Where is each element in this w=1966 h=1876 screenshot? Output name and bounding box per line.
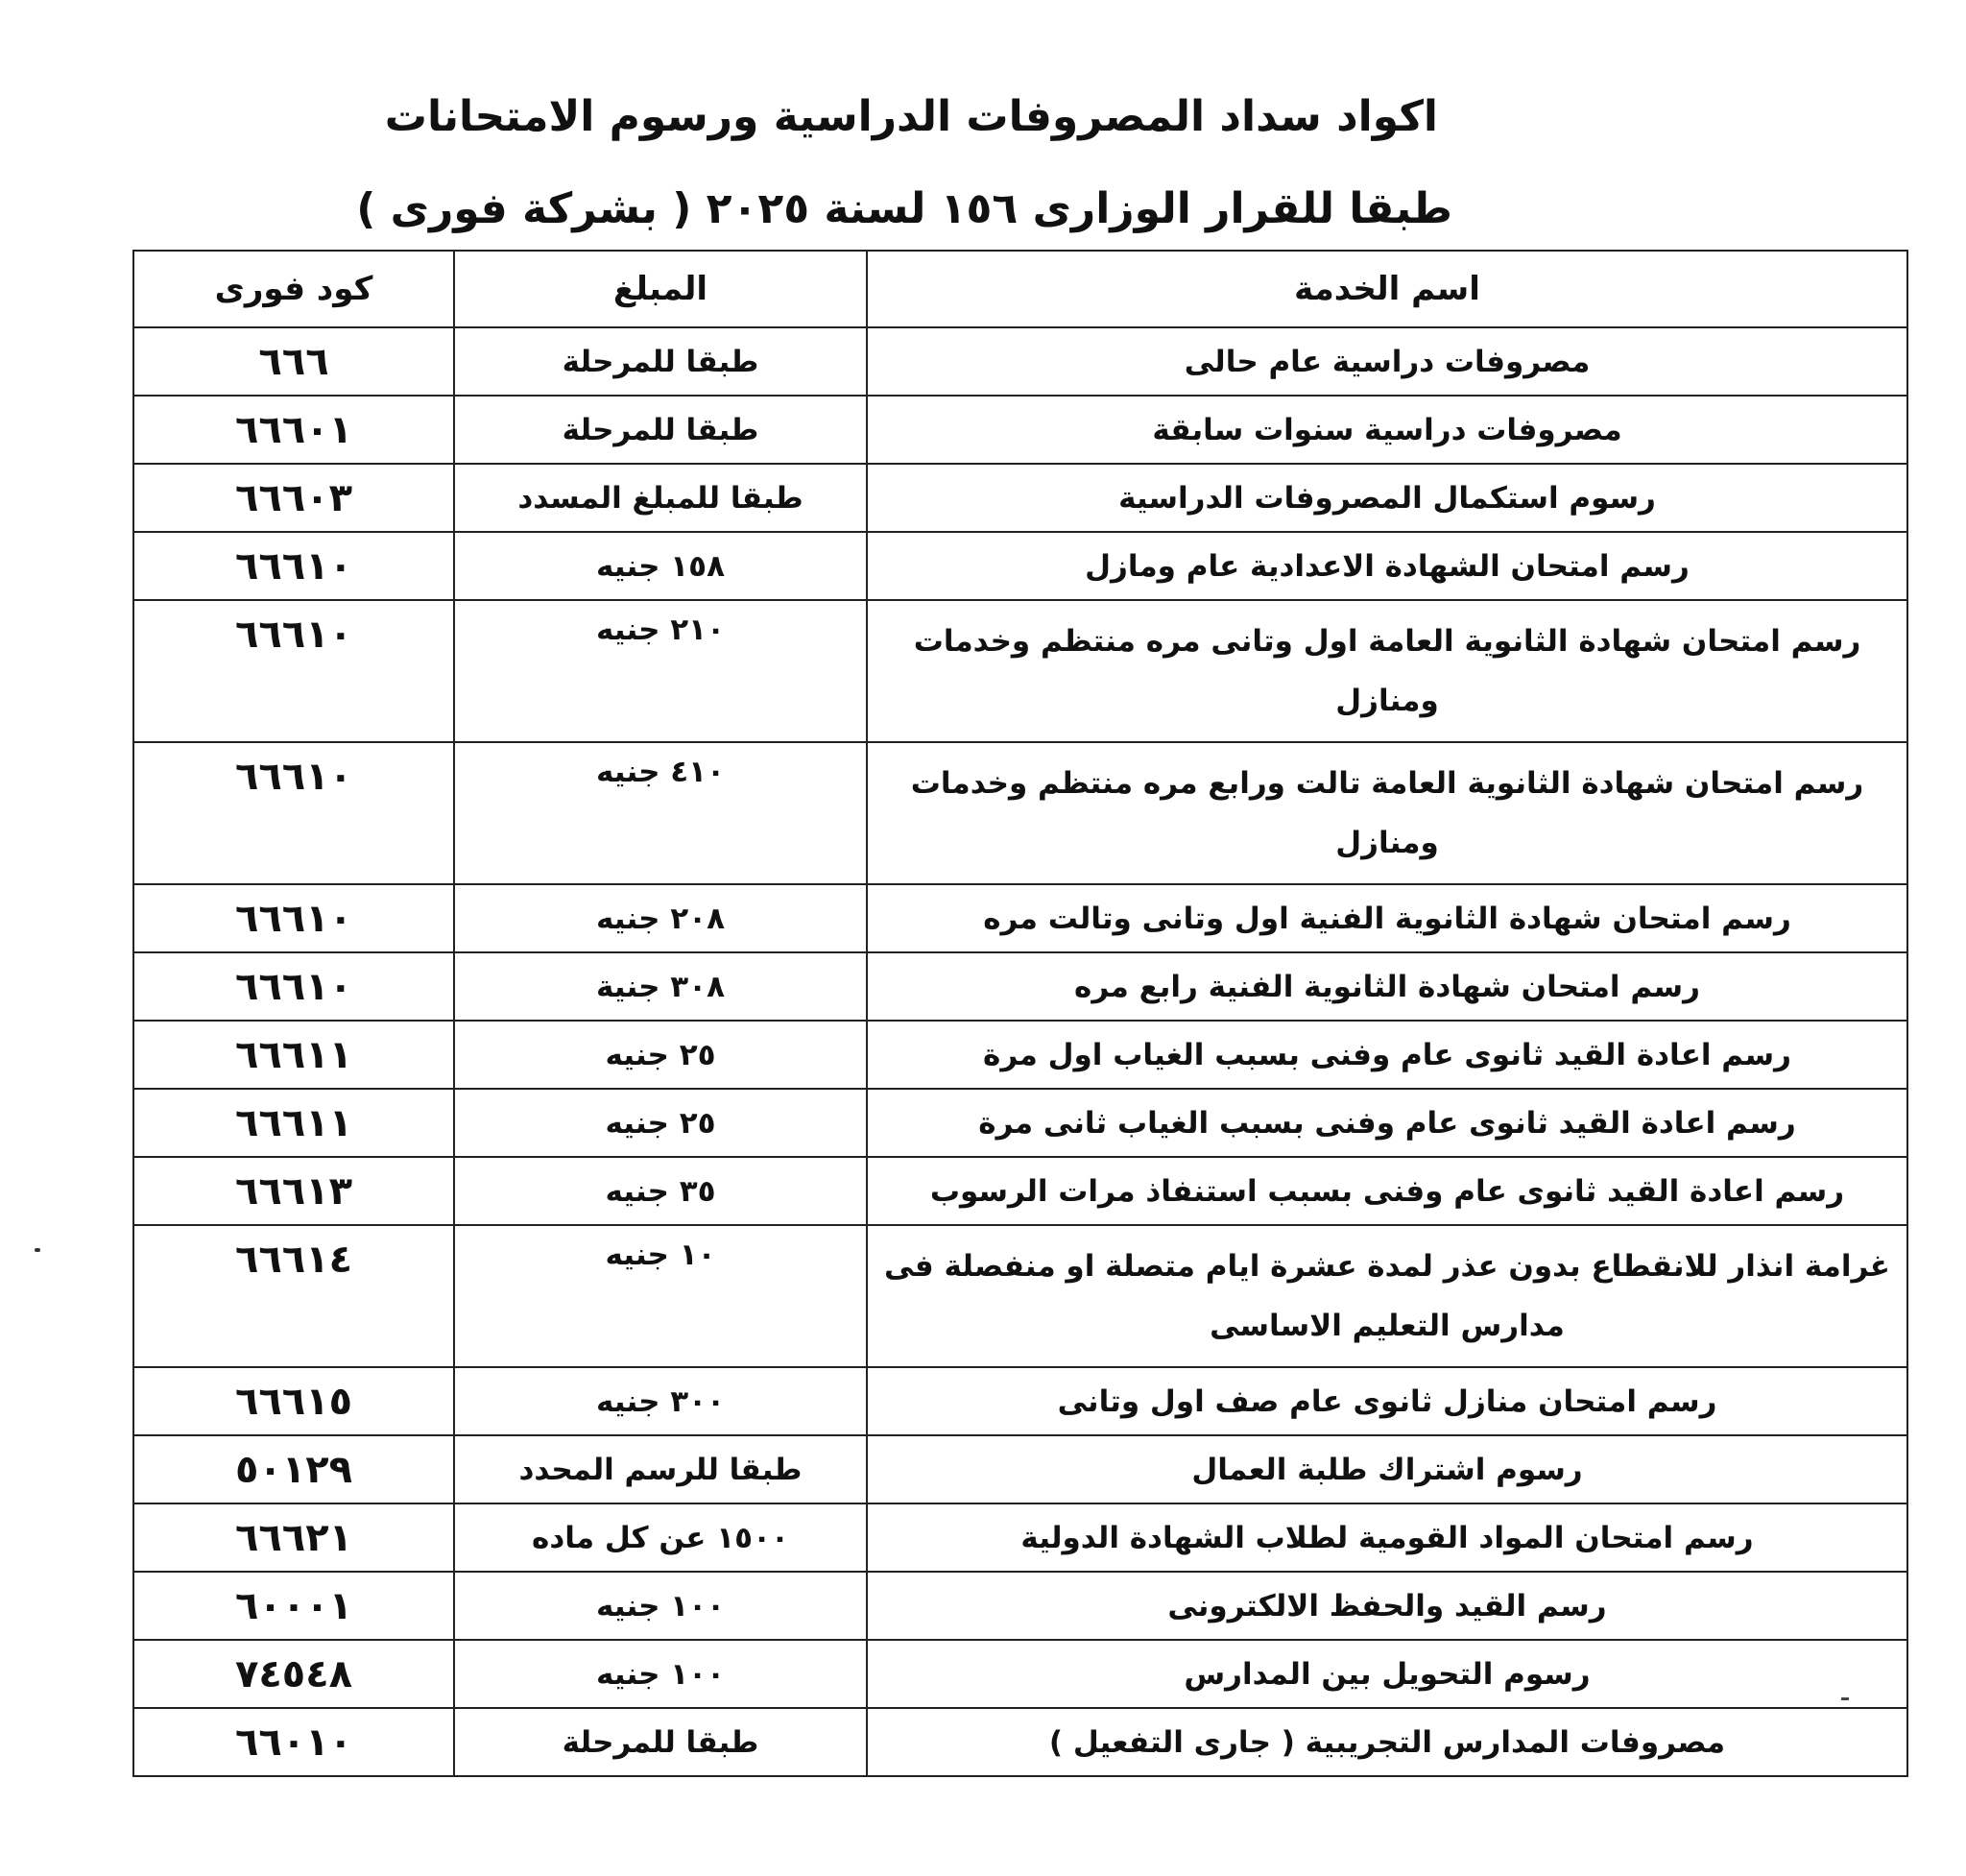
table-header-row bbox=[133, 251, 1907, 327]
amount-cell: ١٠٠ جنيه bbox=[454, 1640, 867, 1708]
table-row bbox=[133, 396, 1907, 464]
code-cell: ٦٦٦١٠ bbox=[133, 600, 454, 742]
table-row bbox=[133, 600, 1907, 742]
fawry-codes-table bbox=[132, 250, 1908, 1777]
amount-cell: ٢٥ جنيه bbox=[454, 1089, 867, 1157]
service-cell: رسم امتحان شهادة الثانوية العامة تالت ورابع مره منتظم وخدمات ومنازل bbox=[867, 742, 1907, 884]
code-cell: ٦٦٦١٥ bbox=[133, 1367, 454, 1435]
service-cell: رسوم استكمال المصروفات الدراسية bbox=[867, 464, 1907, 532]
service-cell: رسم القيد والحفظ الالكترونى bbox=[867, 1572, 1907, 1640]
table-row bbox=[133, 742, 1907, 884]
service-cell: غرامة انذار للانقطاع بدون عذر لمدة عشرة ايام متصلة او منفصلة فى مدارس التعليم الاساسى bbox=[867, 1225, 1907, 1367]
code-cell: ٦٠٠٠١ bbox=[133, 1572, 454, 1640]
table-row bbox=[133, 884, 1907, 952]
table-row bbox=[133, 1089, 1907, 1157]
amount-cell: ٢١٠ جنيه bbox=[454, 600, 867, 742]
code-cell: ٦٦٦١١ bbox=[133, 1021, 454, 1089]
amount-cell: طبقا للمرحلة bbox=[454, 396, 867, 464]
table-row bbox=[133, 1640, 1907, 1708]
code-cell: ٦٦٦١٤ bbox=[133, 1225, 454, 1367]
service-cell: رسم اعادة القيد ثانوى عام وفنى بسبب الغياب اول مرة bbox=[867, 1021, 1907, 1089]
service-cell: رسم اعادة القيد ثانوى عام وفنى بسبب الغياب ثانى مرة bbox=[867, 1089, 1907, 1157]
amount-cell: ١٥٠٠ عن كل ماده bbox=[454, 1503, 867, 1572]
service-cell: مصروفات دراسية عام حالى bbox=[867, 327, 1907, 396]
table-row bbox=[133, 1708, 1907, 1776]
table-row bbox=[133, 1157, 1907, 1225]
amount-cell: ١٥٨ جنيه bbox=[454, 532, 867, 600]
service-cell: رسم امتحان شهادة الثانوية الفنية رابع مره bbox=[867, 952, 1907, 1021]
table-row bbox=[133, 1435, 1907, 1503]
code-cell: ٦٦٦١٠ bbox=[133, 532, 454, 600]
code-cell: ٦٦٦٠٣ bbox=[133, 464, 454, 532]
code-cell: ٦٦٠١٠ bbox=[133, 1708, 454, 1776]
document-title: اكواد سداد المصروفات الدراسية ورسوم الامتحانات bbox=[384, 92, 1438, 141]
code-cell: ٥٠١٢٩ bbox=[133, 1435, 454, 1503]
amount-cell: طبقا للمرحلة bbox=[454, 1708, 867, 1776]
code-cell: ٦٦٦٢١ bbox=[133, 1503, 454, 1572]
table-row bbox=[133, 1367, 1907, 1435]
service-cell: رسم امتحان شهادة الثانوية العامة اول وتانى مره منتظم وخدمات ومنازل bbox=[867, 600, 1907, 742]
amount-cell: ٢٠٨ جنيه bbox=[454, 884, 867, 952]
scan-speck bbox=[35, 1248, 40, 1252]
document-subtitle: طبقا للقرار الوزارى ١٥٦ لسنة ٢٠٢٥ ( بشركة فورى ) bbox=[356, 184, 1452, 233]
service-cell: رسم امتحان الشهادة الاعدادية عام ومازل bbox=[867, 532, 1907, 600]
column-header-amount: المبلغ bbox=[454, 251, 867, 327]
service-cell: رسوم اشتراك طلبة العمال bbox=[867, 1435, 1907, 1503]
code-cell: ٦٦٦١٣ bbox=[133, 1157, 454, 1225]
table-row bbox=[133, 464, 1907, 532]
code-cell: ٦٦٦١٠ bbox=[133, 884, 454, 952]
code-cell: ٧٤٥٤٨ bbox=[133, 1640, 454, 1708]
table-row bbox=[133, 1225, 1907, 1367]
amount-cell: ١٠٠ جنيه bbox=[454, 1572, 867, 1640]
column-header-code: كود فورى bbox=[133, 251, 454, 327]
table-row bbox=[133, 952, 1907, 1021]
service-cell: رسم اعادة القيد ثانوى عام وفنى بسبب استنفاذ مرات الرسوب bbox=[867, 1157, 1907, 1225]
amount-cell: ٣٠٠ جنيه bbox=[454, 1367, 867, 1435]
amount-cell: طبقا للمرحلة bbox=[454, 327, 867, 396]
service-cell: مصروفات المدارس التجريبية ( جارى التفعيل ) bbox=[867, 1708, 1907, 1776]
table-row bbox=[133, 1572, 1907, 1640]
code-cell: ٦٦٦١٠ bbox=[133, 742, 454, 884]
table-row bbox=[133, 1503, 1907, 1572]
amount-cell: ٤١٠ جنيه bbox=[454, 742, 867, 884]
scan-speck bbox=[1841, 1697, 1849, 1700]
service-cell: رسم امتحان المواد القومية لطلاب الشهادة الدولية bbox=[867, 1503, 1907, 1572]
amount-cell: طبقا للرسم المحدد bbox=[454, 1435, 867, 1503]
code-cell: ٦٦٦١٠ bbox=[133, 952, 454, 1021]
amount-cell: طبقا للمبلغ المسدد bbox=[454, 464, 867, 532]
code-cell: ٦٦٦ bbox=[133, 327, 454, 396]
table-row bbox=[133, 1021, 1907, 1089]
service-cell: رسوم التحويل بين المدارس bbox=[867, 1640, 1907, 1708]
service-cell: رسم امتحان منازل ثانوى عام صف اول وتانى bbox=[867, 1367, 1907, 1435]
column-header-service: اسم الخدمة bbox=[867, 251, 1907, 327]
code-cell: ٦٦٦١١ bbox=[133, 1089, 454, 1157]
table-row bbox=[133, 327, 1907, 396]
amount-cell: ٣٠٨ جنية bbox=[454, 952, 867, 1021]
table-row bbox=[133, 532, 1907, 600]
code-cell: ٦٦٦٠١ bbox=[133, 396, 454, 464]
amount-cell: ٣٥ جنيه bbox=[454, 1157, 867, 1225]
amount-cell: ١٠ جنيه bbox=[454, 1225, 867, 1367]
amount-cell: ٢٥ جنيه bbox=[454, 1021, 867, 1089]
service-cell: رسم امتحان شهادة الثانوية الفنية اول وتانى وتالت مره bbox=[867, 884, 1907, 952]
service-cell: مصروفات دراسية سنوات سابقة bbox=[867, 396, 1907, 464]
